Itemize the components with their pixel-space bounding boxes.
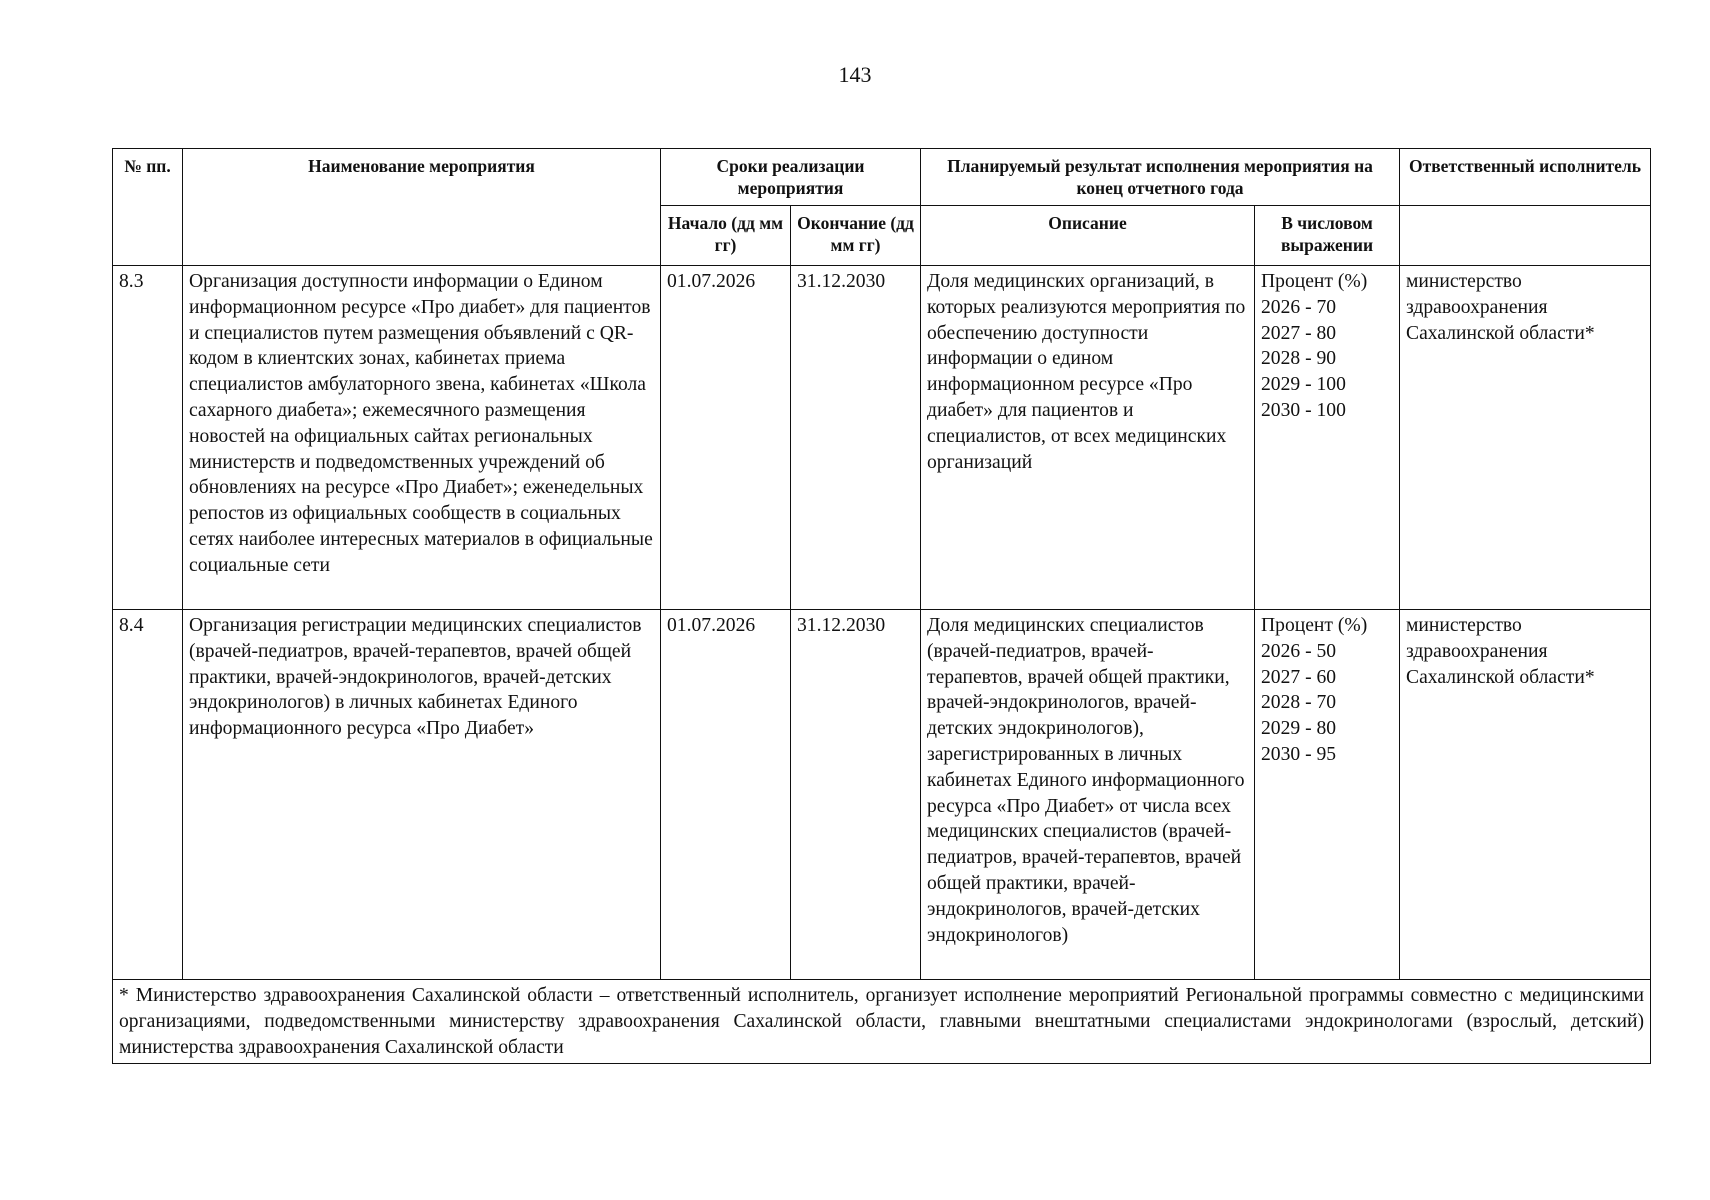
- value-item: 2026 - 50: [1261, 640, 1337, 662]
- header-end: Окончание (дд мм гг): [791, 206, 921, 266]
- value-item: 2029 - 80: [1261, 718, 1337, 740]
- value-item: 2030 - 100: [1261, 399, 1346, 421]
- row-start-date: 01.07.2026: [661, 610, 791, 980]
- row-responsible: министерство здравоохранения Сахалинской области*: [1400, 266, 1651, 610]
- header-row-1: [113, 149, 1651, 206]
- header-terms: Сроки реализации мероприятия: [661, 149, 921, 206]
- header-num: № пп.: [113, 149, 183, 266]
- value-item: 2026 - 70: [1261, 296, 1337, 318]
- header-start: Начало (дд мм гг): [661, 206, 791, 266]
- table-row: [113, 266, 1651, 610]
- header-result: Планируемый результат исполнения мероприятия на конец отчетного года: [921, 149, 1400, 206]
- row-responsible: министерство здравоохранения Сахалинской области*: [1400, 610, 1651, 980]
- value-item: 2027 - 60: [1261, 666, 1337, 688]
- row-num: 8.3: [113, 266, 183, 610]
- row-end-date: 31.12.2030: [791, 610, 921, 980]
- unit-label: Процент (%): [1261, 271, 1368, 292]
- value-item: 2027 - 80: [1261, 322, 1337, 344]
- value-item: 2030 - 95: [1261, 743, 1337, 765]
- value-item: 2029 - 100: [1261, 374, 1346, 396]
- value-item: 2028 - 70: [1261, 692, 1337, 714]
- unit-label: Процент (%): [1261, 615, 1368, 636]
- row-result-description: Доля медицинских организаций, в которых реализуются мероприятия по обеспечению доступности информации о едином информационном ресурсе «Про диабет» для пациентов и специалистов, от всех медицинских организаций: [921, 266, 1255, 610]
- row-numeric-values: [1255, 610, 1400, 980]
- row-numeric-values: [1255, 266, 1400, 610]
- header-numeric: В числовом выражении: [1255, 206, 1400, 266]
- header-responsible-empty: [1400, 206, 1651, 266]
- table-row: [113, 610, 1651, 980]
- page-number: 143: [838, 62, 872, 87]
- header-name: Наименование мероприятия: [183, 149, 661, 266]
- header-description: Описание: [921, 206, 1255, 266]
- row-result-description: Доля медицинских специалистов (врачей-педиатров, врачей-терапевтов, врачей общей практики, врачей-эндокринологов, врачей-детских эндокринологов), зарегистрированных в личных кабинетах Единого информационного ресурса «Про Диабет» от числа всех медицинских специалистов (врачей-педиатров, врачей-терапевтов, врачей общей практики, врачей-эндокринологов, врачей-детских эндокринологов): [921, 610, 1255, 980]
- row-activity-name: Организация регистрации медицинских специалистов (врачей-педиатров, врачей-терапевтов, врачей общей практики, врачей-эндокринологов, врачей-детских эндокринологов) в личных кабинетах Единого информационного ресурса «Про Диабет»: [183, 610, 661, 980]
- row-end-date: 31.12.2030: [791, 266, 921, 610]
- row-activity-name: Организация доступности информации о Едином информационном ресурсе «Про диабет» для пациентов и специалистов путем размещения объявлений с QR-кодом в клиентских зонах, кабинетах приема специалистов амбулаторного звена, кабинетах «Школа сахарного диабета»; ежемесячного размещения новостей на официальных сайтах региональных министерств и подведомственных учреждений об обновлениях на ресурсе «Про Диабет»; еженедельных репостов из официальных сообществ в социальных сетях наиболее интересных материалов в официальные социальные сети: [183, 266, 661, 610]
- row-num: 8.4: [113, 610, 183, 980]
- footnote-row: [113, 980, 1651, 1064]
- program-activities-table: [112, 148, 1651, 1064]
- value-item: 2028 - 90: [1261, 348, 1337, 370]
- footnote: * Министерство здравоохранения Сахалинской области – ответственный исполнитель, организует исполнение мероприятий Региональной программы совместно с медицинскими организациями, подведомственными министерству здравоохранения Сахалинской области, главными внештатными специалистами эндокринологами (взрослый, детский) министерства здравоохранения Сахалинской области: [113, 980, 1651, 1064]
- row-start-date: 01.07.2026: [661, 266, 791, 610]
- header-responsible: Ответственный исполнитель: [1400, 149, 1651, 206]
